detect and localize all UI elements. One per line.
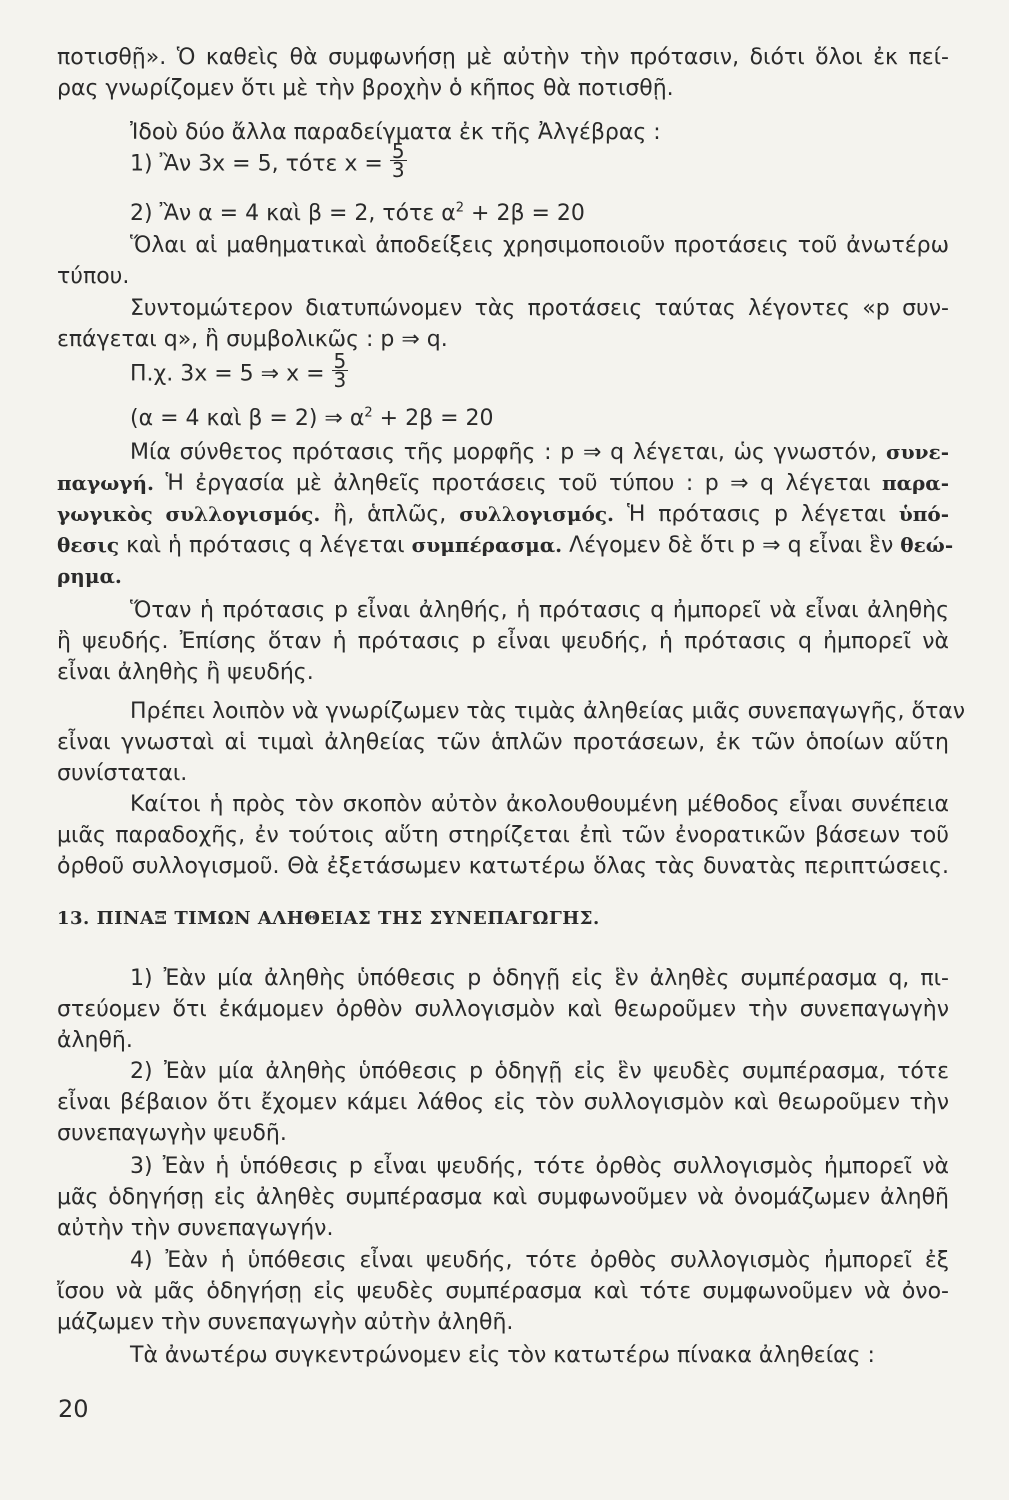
term-bold: γωγικὸς συλλογισμός. — [57, 502, 321, 526]
fraction-denominator: 3 — [333, 368, 347, 392]
equation-text: 2) Ἂν α = 4 καὶ β = 2, τότε α — [130, 201, 456, 226]
page-number: 20 — [58, 1395, 89, 1423]
paragraph-definitions — [57, 437, 954, 592]
text-line — [57, 499, 949, 530]
text-line: 4) Ἐὰν ἡ ὑπόθεσις εἶναι ψευδής, τότε ὀρθὸς συλλογισμὸς ἠμπορεῖ ἐξ — [130, 1248, 949, 1273]
paragraph-notation — [57, 293, 949, 355]
text-line: επάγεται q», ἢ συμβολικῶς : p ⇒ q. — [57, 327, 448, 352]
text-line — [57, 468, 949, 499]
equation-text: 1) Ἂν 3x = 5, τότε x = — [130, 151, 390, 177]
equation — [57, 139, 949, 183]
term-bold: συνε- — [886, 440, 949, 464]
fraction-numerator: 5 — [391, 139, 405, 163]
case-2 — [57, 1056, 949, 1149]
term-bold: θεσις — [57, 533, 120, 557]
text-line: μιᾶς παραδοχῆς, ἐν τούτοις αὕτη στηρίζεται ἐπὶ τῶν ἐνορατικῶν βάσεων τοῦ — [57, 823, 949, 848]
text-line: εἶναι ἀληθὴς ἢ ψευδής. — [57, 660, 314, 685]
text-line: συνεπαγωγὴν ψευδῆ. — [57, 1121, 287, 1146]
paragraph-proofs — [57, 230, 949, 292]
text-run: Λέγομεν δὲ ὅτι p ⇒ q εἶναι ἓν — [562, 533, 901, 558]
term-bold: συλλογισμός. — [459, 502, 614, 526]
text-line: τύπου. — [57, 264, 130, 289]
text-line: 3) Ἐὰν ἡ ὑπόθεσις p εἶναι ψευδής, τότε ὀρθὸς συλλογισμὸς ἠμπορεῖ νὰ — [130, 1154, 949, 1179]
text-run: Ἡ πρότασις p λέγεται — [614, 502, 899, 527]
closing-line — [57, 1340, 949, 1371]
equation-text: Π.χ. 3x = 5 ⇒ x = — [130, 361, 332, 387]
text-line: Συντομώτερον διατυπώνομεν τὰς προτάσεις ταύτας λέγοντες «p συν- — [130, 296, 949, 321]
equation-text: + 2β = 20 — [372, 406, 494, 431]
text-line: Ὅταν ἡ πρότασις p εἶναι ἀληθής, ἡ πρότασις q ἠμπορεῖ νὰ εἶναι ἀληθὴς — [130, 598, 949, 623]
text-line: εἶναι γνωσταὶ αἱ τιμαὶ ἀληθείας τῶν ἁπλῶν προτάσεων, ἐκ τῶν ὁποίων αὕτη — [57, 730, 949, 755]
text-line: ὀρθοῦ συλλογισμοῦ. Θὰ ἐξετάσωμεν κατωτέρω ὅλας τὰς δυνατὰς περιπτώσεις. — [57, 854, 949, 879]
examples-intro — [57, 117, 949, 148]
text-line: στεύομεν ὅτι ἐκάμομεν ὀρθὸν συλλογισμὸν καὶ θεωροῦμεν τὴν συνεπαγωγὴν — [57, 997, 949, 1022]
term-bold: συμπέρασμα. — [411, 533, 563, 557]
text-line: 2) Ἐὰν μία ἀληθὴς ὑπόθεσις p ὁδηγῇ εἰς ἓν ψευδὲς συμπέρασμα, τότε — [130, 1059, 949, 1084]
text-line: Ὅλαι αἱ μαθηματικαὶ ἀποδείξεις χρησιμοποιοῦν προτάσεις τοῦ ἀνωτέρω — [130, 233, 949, 258]
fraction-numerator: 5 — [333, 349, 347, 373]
fraction — [332, 349, 349, 392]
case-4 — [57, 1245, 949, 1338]
text-line: Ἰδοὺ δύο ἄλλα παραδείγματα ἐκ τῆς Ἀλγέβρας : — [130, 120, 661, 145]
term-bold: παρα- — [881, 471, 949, 495]
case-3 — [57, 1151, 949, 1244]
equation — [57, 198, 949, 229]
text-line: ἴσου νὰ μᾶς ὁδηγήσῃ εἰς ψευδὲς συμπέρασμα καὶ τότε συμφωνοῦμεν νὰ ὀνο- — [57, 1279, 949, 1304]
equation — [57, 349, 949, 393]
paragraph-intro — [57, 42, 949, 104]
fraction — [390, 139, 407, 182]
text-line: εἶναι βέβαιον ὅτι ἔχομεν κάμει λάθος εἰς τὸν συλλογισμὸν καὶ θεωροῦμεν τὴν — [57, 1090, 949, 1115]
text-line: Καίτοι ἡ πρὸς τὸν σκοπὸν αὐτὸν ἀκολουθουμένη μέθοδος εἶναι συνέπεια — [130, 792, 949, 817]
text-line: ποτισθῇ». Ὁ καθεὶς θὰ συμφωνήσῃ μὲ αὐτὴν τὴν πρότασιν, διότι ὅλοι ἐκ πεί- — [57, 45, 949, 70]
example-1 — [57, 139, 949, 183]
text-line — [57, 530, 954, 561]
text-run: καὶ ἡ πρότασις q λέγεται — [119, 533, 412, 558]
fraction-denominator: 3 — [391, 158, 405, 182]
text-line: μᾶς ὁδηγήσῃ εἰς ἀληθὲς συμπέρασμα καὶ συμφωνοῦμεν νὰ ὀνομάζωμεν ἀληθῆ — [57, 1185, 949, 1210]
paragraph-truth-values — [57, 696, 966, 789]
text-line: 1) Ἐὰν μία ἀληθὴς ὑπόθεσις p ὁδηγῇ εἰς ἓν ἀληθὲς συμπέρασμα q, πι- — [130, 966, 949, 991]
paragraph-truth-cases — [57, 595, 949, 688]
term-bold: ὑπό- — [898, 502, 950, 526]
example-2 — [57, 198, 949, 229]
equation-text: (α = 4 καὶ β = 2) ⇒ α — [130, 406, 365, 431]
equation-text: + 2β = 20 — [464, 201, 585, 226]
text-line: ἀληθῆ. — [57, 1028, 133, 1053]
text-line: αὐτὴν τὴν συνεπαγωγήν. — [57, 1216, 334, 1241]
equation — [57, 403, 949, 434]
text-run: Μία σύνθετος πρότασις τῆς μορφῆς : p ⇒ q λέγεται, ὡς γνωστόν, — [130, 440, 887, 465]
term-bold: θεώ- — [900, 533, 954, 557]
example-4 — [57, 403, 949, 434]
text-run: ἢ, ἁπλῶς, — [320, 502, 460, 527]
term-bold: παγωγή. — [57, 471, 154, 495]
paragraph-method — [57, 789, 949, 882]
term-bold: ρημα. — [57, 564, 122, 588]
text-line: συνίσταται. — [57, 761, 188, 786]
text-line — [57, 437, 949, 468]
exponent: 2 — [455, 200, 465, 216]
text-line: μάζωμεν τὴν συνεπαγωγὴν αὐτὴν ἀληθῆ. — [57, 1310, 514, 1335]
text-run: Ἡ ἐργασία μὲ ἀληθεῖς προτάσεις τοῦ τύπου : p ⇒ q λέγεται — [153, 471, 882, 496]
case-1 — [57, 963, 949, 1056]
text-line: Πρέπει λοιπὸν νὰ γνωρίζωμεν τὰς τιμὰς ἀληθείας μιᾶς συνεπαγωγῆς, ὅταν — [130, 699, 966, 724]
example-3 — [57, 349, 949, 393]
text-line: ἢ ψευδής. Ἐπίσης ὅταν ἡ πρότασις p εἶναι ψευδής, ἡ πρότασις q ἠμπορεῖ νὰ — [57, 629, 949, 654]
text-line — [57, 561, 949, 592]
exponent: 2 — [364, 405, 373, 421]
section-heading: 13. ΠΙΝΑΞ ΤΙΜΩΝ ΑΛΗΘΕΙΑΣ ΤΗΣ ΣΥΝΕΠΑΓΩΓΗΣ. — [57, 908, 600, 929]
text-line: Τὰ ἀνωτέρω συγκεντρώνομεν εἰς τὸν κατωτέρω πίνακα ἀληθείας : — [130, 1343, 875, 1368]
text-line: ρας γνωρίζομεν ὅτι μὲ τὴν βροχὴν ὁ κῆπος θὰ ποτισθῇ. — [57, 76, 674, 101]
